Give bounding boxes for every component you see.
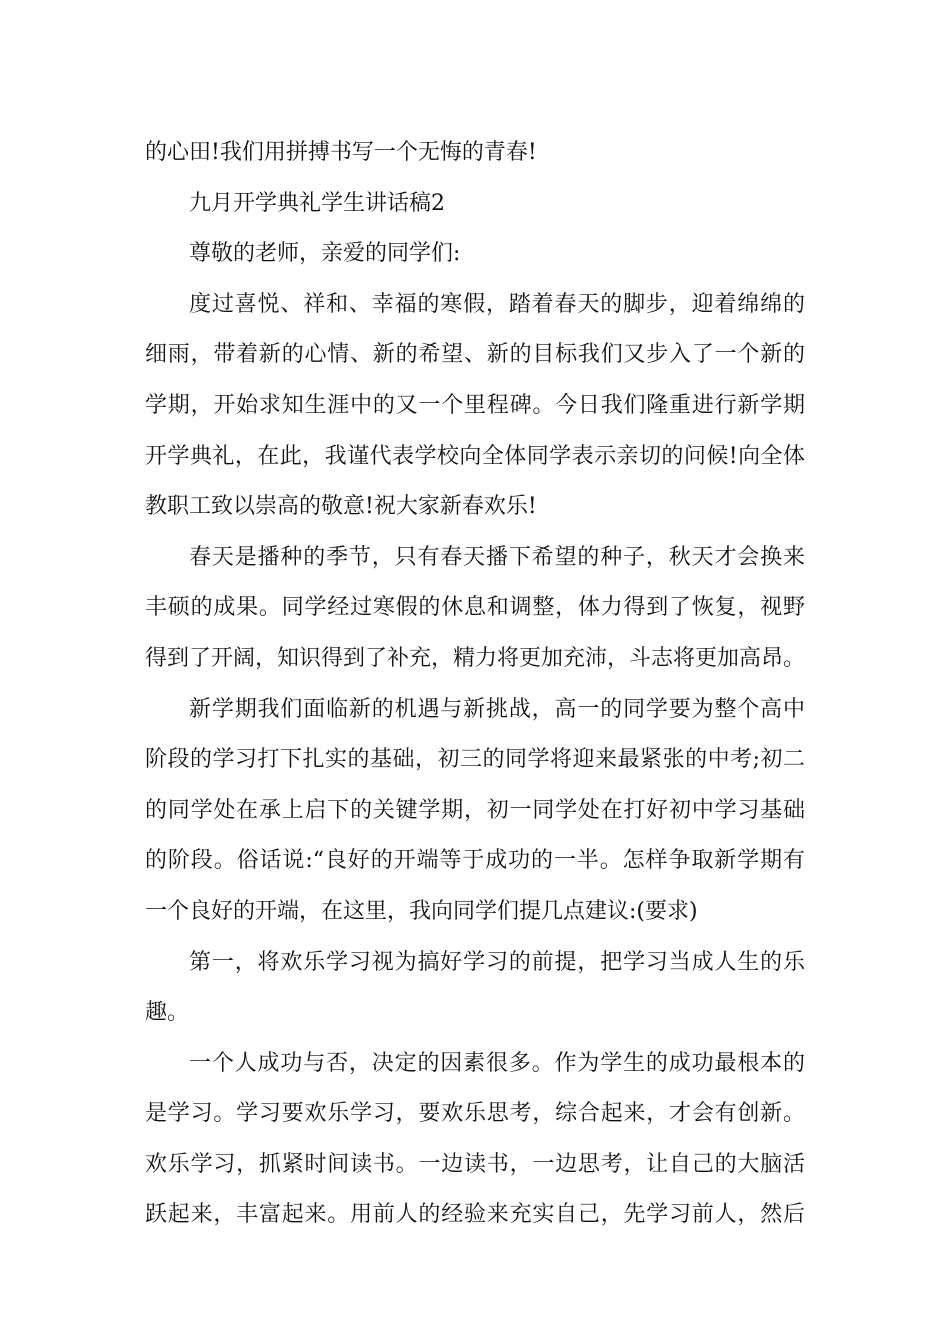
paragraph-line: 阶段的学习打下扎实的基础，初三的同学将迎来最紧张的中考;初二 <box>145 747 805 773</box>
paragraph-line: 教职工致以崇高的敬意!祝大家新春欢乐! <box>145 494 537 520</box>
paragraph-line: 开学典礼，在此，我谨代表学校向全体同学表示亲切的问候!向全体 <box>145 443 805 469</box>
paragraph-line: 第一，将欢乐学习视为搞好学习的前提，把学习当成人生的乐 <box>189 949 805 975</box>
salutation: 尊敬的老师，亲爱的同学们: <box>189 241 461 267</box>
document-body <box>145 128 805 1241</box>
text-line: 的心田!我们用拼搏书写一个无悔的青春! <box>145 140 537 165</box>
paragraph-line: 得到了开阔，知识得到了补充，精力将更加充沛，斗志将更加高昂。 <box>145 645 806 671</box>
paragraph-line: 的阶段。俗话说:“良好的开端等于成功的一半。怎样争取新学期有 <box>145 848 805 874</box>
paragraph-line: 欢乐学习，抓紧时间读书。一边读书，一边思考，让自己的大脑活 <box>145 1151 805 1177</box>
paragraph-line: 新学期我们面临新的机遇与新挑战，高一的同学要为整个高中 <box>189 696 805 722</box>
speech-title: 九月开学典礼学生讲话稿2 <box>189 190 445 216</box>
paragraph-line: 细雨，带着新的心情、新的希望、新的目标我们又步入了一个新的 <box>145 342 805 368</box>
paragraph-line: 的同学处在承上启下的关键学期，初一同学处在打好初中学习基础 <box>145 797 805 823</box>
paragraph-line: 度过喜悦、祥和、幸福的寒假，踏着春天的脚步，迎着绵绵的 <box>189 291 805 317</box>
paragraph-line: 一个人成功与否，决定的因素很多。作为学生的成功最根本的 <box>189 1050 805 1076</box>
paragraph-line: 丰硕的成果。同学经过寒假的休息和调整，体力得到了恢复，视野 <box>145 595 805 621</box>
paragraph-line: 学期，开始求知生涯中的又一个里程碑。今日我们隆重进行新学期 <box>145 392 805 418</box>
paragraph-line: 跃起来，丰富起来。用前人的经验来充实自己，先学习前人，然后 <box>145 1202 805 1228</box>
paragraph-line: 趣。 <box>145 1000 190 1026</box>
paragraph-line: 春天是播种的季节，只有春天播下希望的种子，秋天才会换来 <box>189 544 805 570</box>
paragraph-line: 一个良好的开端，在这里，我向同学们提几点建议:(要求) <box>145 898 698 924</box>
paragraph-line: 是学习。学习要欢乐学习，要欢乐思考，综合起来，才会有创新。 <box>145 1101 805 1127</box>
